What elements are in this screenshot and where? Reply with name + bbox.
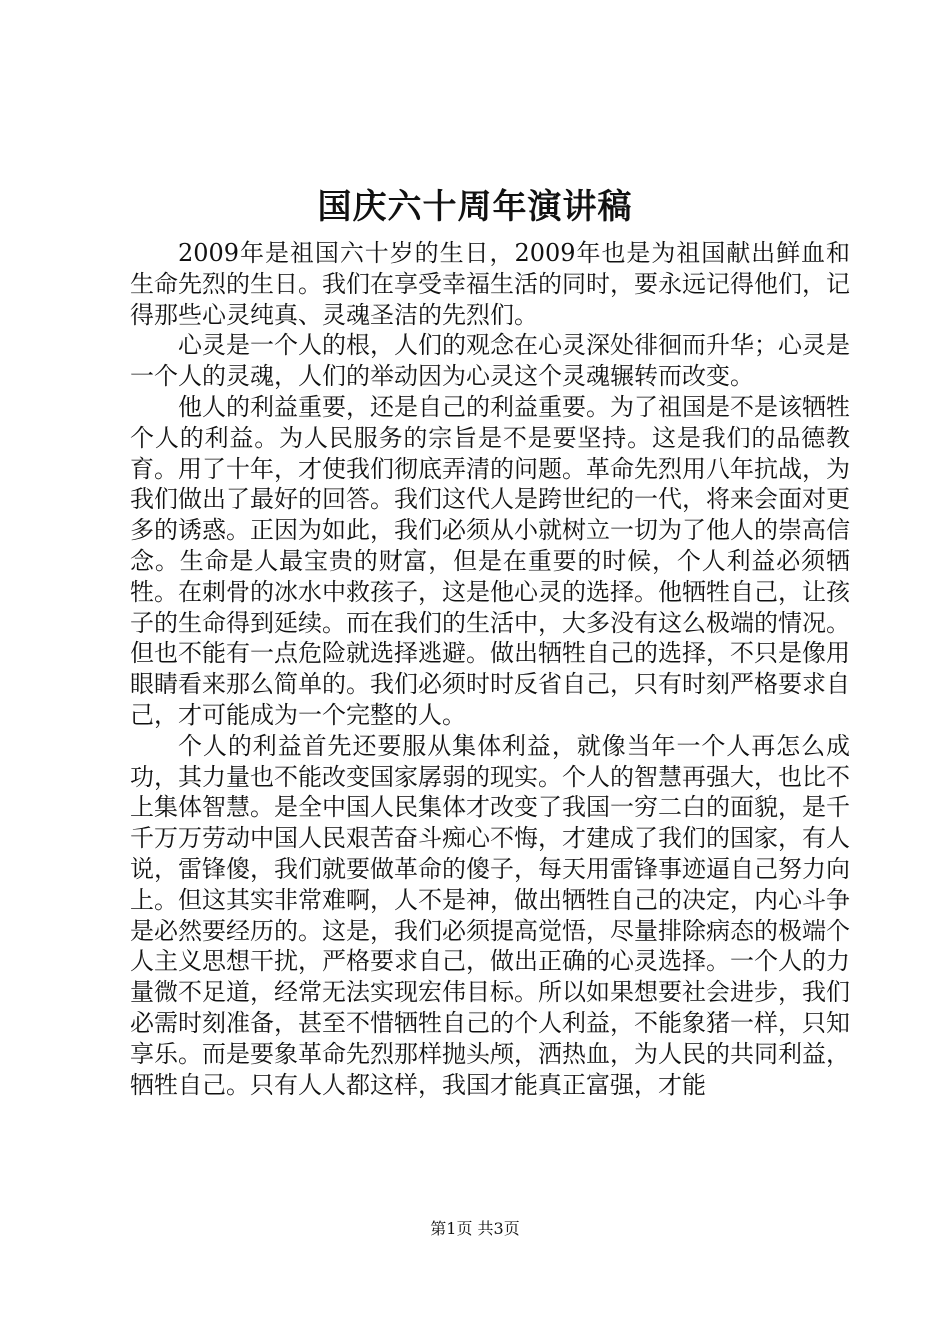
document-title: 国庆六十周年演讲稿: [317, 187, 633, 227]
paragraph-3: 他人的利益重要，还是自己的利益重要。为了祖国是不是该牺牲个人的利益。为人民服务的宗旨是不是要坚持。这是我们的品德教育。用了十年，才使我们彻底弄清的问题。革命先烈用八年抗战，为我们做出了最好的回答。我们这代人是跨世纪的一代，将来会面对更多的诱惑。正因为如此，我们必须从小就树立一切为了他人的崇高信念。生命是人最宝贵的财富，但是在重要的时候，个人利益必须牺牲。在刺骨的冰水中救孩子，这是他心灵的选择。他牺牲自己，让孩子的生命得到延续。而在我们的生活中，大多没有这么极端的情况。但也不能有一点危险就选择逃避。做出牺牲自己的选择，不只是像用眼睛看来那么简单的。我们必须时时反省自己，只有时刻严格要求自己，才可能成为一个完整的人。: [130, 392, 850, 729]
paragraph-1: 2009年是祖国六十岁的生日，2009年也是为祖国献出鲜血和生命先烈的生日。我们在享受幸福生活的同时，要永远记得他们，记得那些心灵纯真、灵魂圣洁的先烈们。: [130, 239, 850, 329]
page-number-footer: 第1页 共3页: [430, 1219, 520, 1238]
paragraph-2: 心灵是一个人的根，人们的观念在心灵深处徘徊而升华；心灵是一个人的灵魂，人们的举动因为心灵这个灵魂辗转而改变。: [130, 331, 850, 391]
document-body: [130, 238, 850, 1100]
paragraph-4: 个人的利益首先还要服从集体利益，就像当年一个人再怎么成功，其力量也不能改变国家孱弱的现实。个人的智慧再强大，也比不上集体智慧。是全中国人民集体才改变了我国一穷二白的面貌，是千千万万劳动中国人民艰苦奋斗痴心不悔，才建成了我们的国家，有人说，雷锋傻，我们就要做革命的傻子，每天用雷锋事迹逼自己努力向上。但这其实非常难啊，人不是神，做出牺牲自己的决定，内心斗争是必然要经历的。这是，我们必须提高觉悟，尽量排除病态的极端个人主义思想干扰，严格要求自己，做出正确的心灵选择。一个人的力量微不足道，经常无法实现宏伟目标。所以如果想要社会进步，我们必需时刻准备，甚至不惜牺牲自己的个人利益，不能象猪一样，只知享乐。而是要象革命先烈那样抛头颅，洒热血，为人民的共同利益，牺牲自己。只有人人都这样，我国才能真正富强，才能: [130, 731, 850, 1099]
